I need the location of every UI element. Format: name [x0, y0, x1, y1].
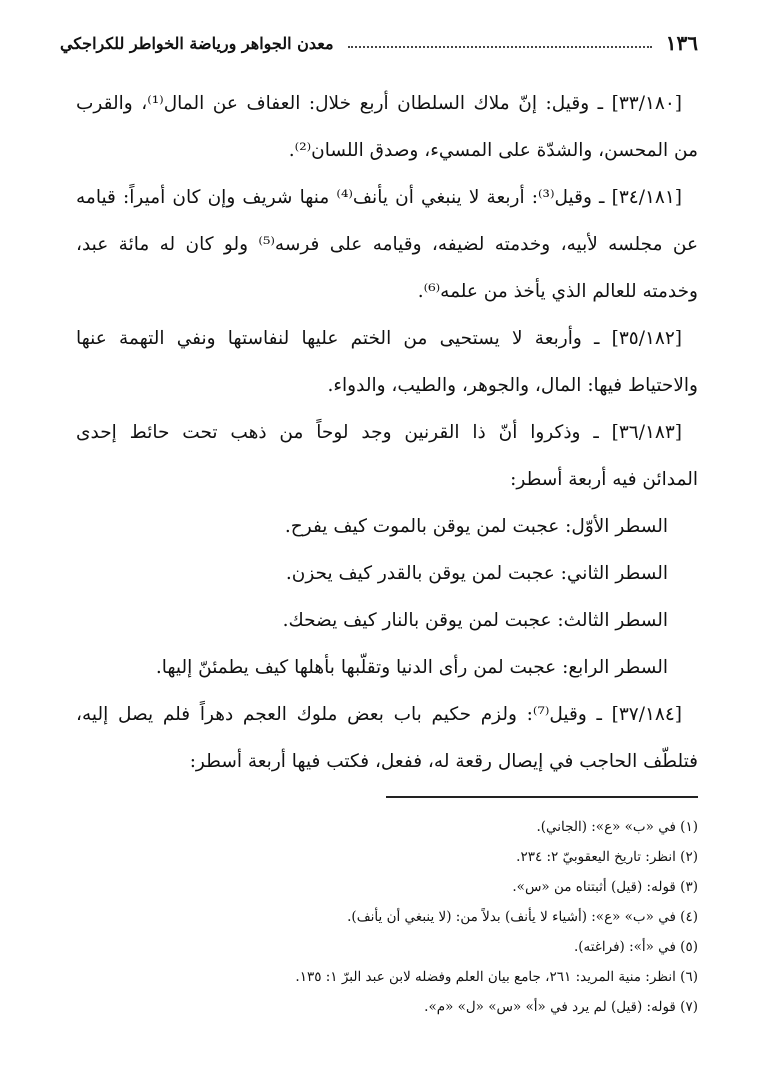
text-line: [٣٦/١٨٣] ـ وذكروا أنّ ذا القرنين وجد لوحاً من ذهب تحت حائط إحدى [76, 422, 682, 443]
text-line: عن مجلسه لأبيه، وخدمته لضيفه، وقيامه على فرسه⁽⁵⁾ ولو كان له مائة عبد، [76, 234, 698, 255]
footnote-separator [386, 796, 698, 798]
verse-line-1: السطر الأوّل: عجبت لمن يوقن بالموت كيف يفرح. [284, 516, 668, 537]
footnote-1: (١) في «ب» «ع»: (الجاني). [536, 819, 698, 835]
running-title: معدن الجواهر ورياضة الخواطر للكراجكي [60, 33, 334, 53]
footnote-3: (٣) قوله: (قيل) أثبتناه من «س». [512, 879, 698, 895]
verse-line-4: السطر الرابع: عجبت لمن رأى الدنيا وتقلّبها بأهلها كيف يطمئنّ إليها. [155, 657, 668, 678]
text-line: [٣٥/١٨٢] ـ وأربعة لا يستحيى من الختم عليها لنفاستها ونفي التهمة عنها [76, 328, 682, 349]
text-line: وخدمته للعالم الذي يأخذ من علمه⁽⁶⁾. [417, 281, 698, 302]
text-line: فتلطّف الحاجب في إيصال رقعة له، ففعل، فكتب فيها أربعة أسطر: [189, 751, 698, 772]
text-line: [٣٤/١٨١] ـ وقيل⁽³⁾: أربعة لا ينبغي أن يأنف⁽⁴⁾ منها شريف وإن كان أميراً: قيامه [76, 187, 682, 208]
footnote-7: (٧) قوله: (قيل) لم يرد في «أ» «س» «ل» «م». [424, 999, 698, 1015]
text-line: المدائن فيه أربعة أسطر: [510, 469, 698, 490]
text-line: [٣٧/١٨٤] ـ وقيل⁽⁷⁾: ولزم حكيم باب بعض ملوك العجم دهراً فلم يصل إليه، [76, 704, 682, 725]
footnote-5: (٥) في «أ»: (فراغته). [573, 939, 698, 955]
verse-line-3: السطر الثالث: عجبت لمن يوقن بالنار كيف يضحك. [282, 610, 668, 631]
footnote-6: (٦) انظر: منية المريد: ٢٦١، جامع بيان العلم وفضله لابن عبد البرّ ١: ١٣٥. [295, 969, 698, 985]
verse-line-2: السطر الثاني: عجبت لمن يوقن بالقدر كيف يحزن. [285, 563, 668, 584]
text-line: والاحتياط فيها: المال، والجوهر، والطيب، والدواء. [327, 375, 698, 396]
header-dotted-leader [348, 46, 652, 48]
footnote-4: (٤) في «ب» «ع»: (أشياء لا يأنف) بدلاً من: (لا ينبغي أن يأنف). [347, 909, 698, 925]
text-line: من المحسن، والشدّة على المسيء، وصدق اللسان⁽²⁾. [288, 140, 698, 161]
text-line: [٣٣/١٨٠] ـ وقيل: إنّ ملاك السلطان أربع خلال: العفاف عن المال⁽¹⁾، والقرب [76, 93, 682, 114]
footnote-2: (٢) انظر: تاريخ اليعقوبيّ ٢: ٢٣٤. [516, 849, 698, 865]
page-number: ١٣٦ [665, 31, 698, 55]
page-header [60, 28, 698, 58]
